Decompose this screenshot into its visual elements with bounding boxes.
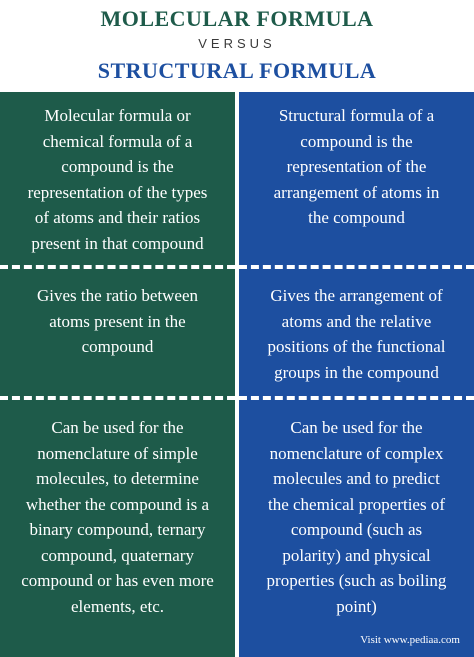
molecular-definition: Molecular formula or chemical formula of a compound is the representation of the types of atoms and their ratios present in that compound <box>27 106 208 253</box>
molecular-gives: Gives the ratio between atoms present in the compound <box>37 286 198 356</box>
header <box>0 0 474 92</box>
structural-gives: Gives the arrangement of atoms and the relative positions of the functional groups in the compound <box>267 286 446 382</box>
structural-definition: Structural formula of a compound is the representation of the arrangement of atoms in the compound <box>273 106 440 227</box>
versus-label: VERSUS <box>198 36 276 51</box>
title-molecular-formula: MOLECULAR FORMULA <box>100 6 374 31</box>
source-credit: Visit www.pediaa.com <box>360 634 460 646</box>
structural-uses: Can be used for the nomenclature of complex molecules and to predict the chemical properties of compound (such as polarity) and physical properties (such as boiling point) <box>266 418 447 616</box>
row-divider-1 <box>0 265 474 269</box>
molecular-uses: Can be used for the nomenclature of simple molecules, to determine whether the compound is a binary compound, ternary compound, quaternary compound or has even more elements, etc. <box>21 418 214 616</box>
row-divider-2 <box>0 396 474 400</box>
title-structural-formula: STRUCTURAL FORMULA <box>97 58 377 83</box>
